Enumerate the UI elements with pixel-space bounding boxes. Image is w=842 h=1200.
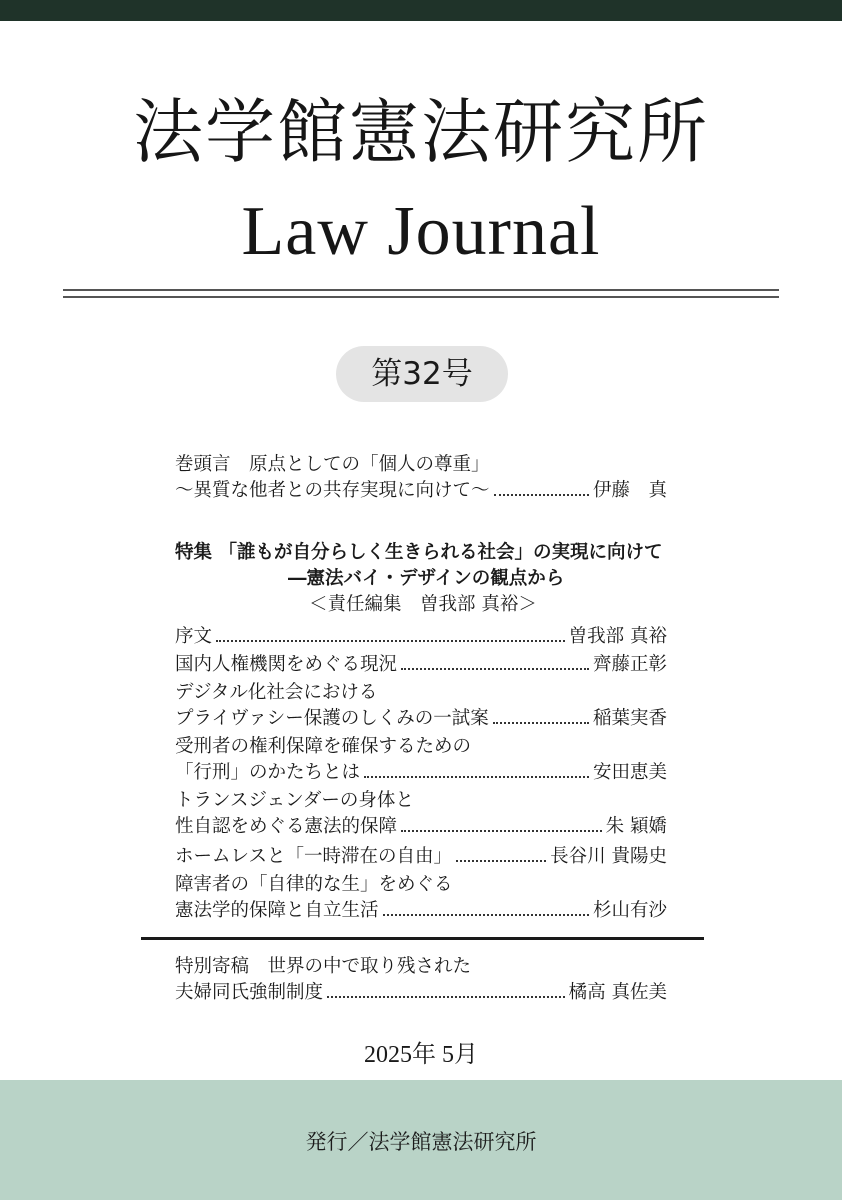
article-title-line1: デジタル化社会における: [175, 682, 378, 703]
article-author: 安田恵美: [592, 762, 667, 783]
special-title: 特別寄稿 世界の中で取り残された: [175, 956, 472, 977]
special-author: 橘高 真佐美: [568, 982, 667, 1003]
article-title-line1: 障害者の「自律的な生」をめぐる: [175, 874, 453, 895]
article-title: 国内人権機関をめぐる現況: [175, 654, 398, 675]
dot-leader: [216, 639, 565, 642]
foreword-author: 伊藤 真: [592, 480, 667, 501]
dot-leader: [401, 829, 602, 832]
article-author: 曽我部 真裕: [568, 626, 667, 647]
journal-title-japanese: 法学館憲法研究所: [133, 91, 709, 173]
special-subtitle: 夫婦同氏強制制度: [175, 982, 324, 1003]
article-row: [175, 652, 667, 678]
journal-title-english: Law Journal: [241, 193, 601, 270]
title-divider-upper: [63, 289, 779, 291]
article-row: [175, 706, 667, 732]
foreword-subtitle: ～異質な他者との共存実現に向けて～: [175, 480, 490, 501]
dot-leader: [456, 859, 546, 862]
article-title: ホームレスと「一時滞在の自由」: [175, 846, 452, 867]
title-divider-lower: [63, 296, 779, 298]
article-row: [175, 814, 667, 840]
article-title: 序文: [175, 626, 213, 647]
feature-subtitle: ―憲法バイ・デザインの観点から: [288, 568, 565, 589]
article-row: [175, 624, 667, 650]
article-row: [175, 844, 667, 870]
feature-editor: ＜責任編集 曽我部 真裕＞: [309, 594, 537, 615]
article-title-line2: プライヴァシー保護のしくみの一試案: [175, 708, 489, 729]
article-author: 稲葉実香: [592, 708, 667, 729]
article-author: 朱 穎嬌: [605, 816, 667, 837]
dot-leader: [383, 913, 589, 916]
article-author: 長谷川 貴陽史: [550, 846, 667, 867]
dot-leader: [493, 721, 589, 724]
article-title-line2: 憲法学的保障と自立生活: [175, 900, 379, 921]
section-divider: [141, 937, 704, 940]
foreword-subtitle-row: [175, 478, 667, 504]
article-row: [175, 898, 667, 924]
article-row: [175, 760, 667, 786]
dot-leader: [494, 493, 589, 496]
publication-date: 2025年 5月: [364, 1042, 478, 1068]
dot-leader: [327, 995, 565, 998]
article-author: 杉山有沙: [592, 900, 667, 921]
foreword-title: 巻頭言 原点としての「個人の尊重」: [175, 454, 490, 475]
article-title-line1: 受刑者の権利保障を確保するための: [175, 736, 472, 757]
dot-leader: [364, 775, 589, 778]
publisher-line: 発行／法学館憲法研究所: [305, 1130, 537, 1154]
top-color-band: [0, 0, 842, 21]
issue-number-badge: 第32号: [336, 346, 508, 402]
article-title-line2: 「行刑」のかたちとは: [175, 762, 361, 783]
feature-title: 特集 「誰もが自分らしく生きられる社会」の実現に向けて: [175, 542, 663, 563]
article-title-line2: 性自認をめぐる憲法的保障: [175, 816, 398, 837]
special-row: [175, 980, 667, 1006]
article-author: 齊藤正彰: [592, 654, 667, 675]
article-title-line1: トランスジェンダーの身体と: [175, 790, 414, 811]
dot-leader: [401, 667, 589, 670]
